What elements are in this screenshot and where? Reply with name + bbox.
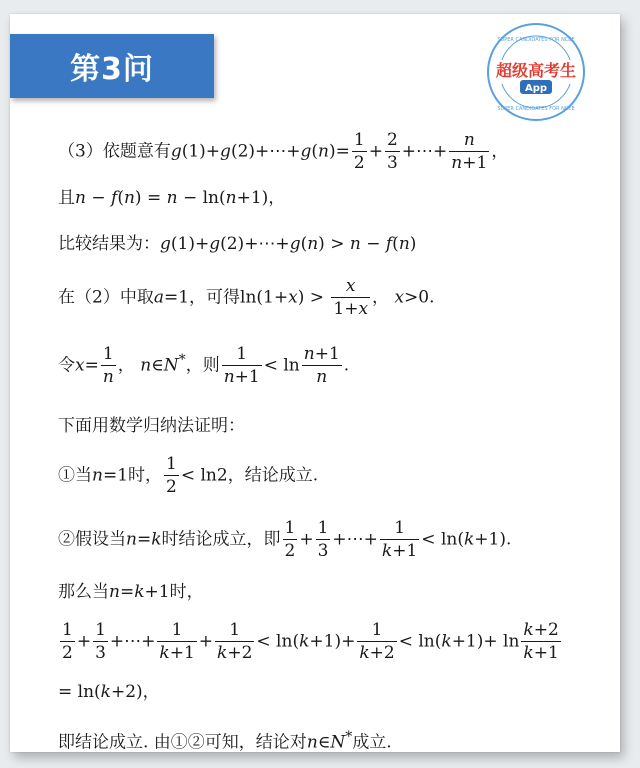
logo-ring-bottom: SUPER CANDIDATES FOR NCEE — [497, 106, 575, 112]
line-7: ①当n=1时， $\frac{1}{2}$ < ln2，结论成立. — [58, 454, 319, 497]
line-5: 令x= $\frac{1}{n}$ ， n∈N*，则 $\frac{1}{n+1}$ < ln $\frac{n+1}{n}$ . — [58, 344, 350, 387]
line-2: 且n − f(n) = n − ln(n+1)， — [58, 188, 286, 208]
line-9: 那么当n=k+1时， — [58, 582, 204, 602]
line-11: = ln(k+2)， — [58, 682, 160, 702]
logo-ring-top: SUPER CANDIDATES FOR NCEE — [497, 37, 575, 43]
line-6: 下面用数学归纳法证明： — [58, 416, 245, 436]
line-3: 比较结果为：g(1)+g(2)+⋯+g(n) > n − f(n) — [58, 234, 417, 254]
line-10: $\frac{1}{2}$ + $\frac{1}{3}$ +⋯+ $\frac{1}{k+1}$ + $\frac{1}{k+2}$ < ln(k+1)+ $\frac{1}{k+2}$ < ln(k+1)+ ln $\frac{k+2}{k+1}$ — [62, 620, 559, 663]
logo-brand-text: 超级高考生 — [495, 61, 577, 80]
super-candidate-logo-icon — [484, 20, 588, 124]
line-8: ②假设当n=k时结论成立，即 $\frac{1}{2}$ + $\frac{1}{3}$ +⋯+ $\frac{1}{k+1}$ < ln(k+1). — [58, 518, 512, 561]
section-title-tab: 第3问 — [10, 34, 214, 98]
logo-app-text: App — [524, 83, 548, 94]
line-12: 即结论成立. 由①②可知，结论对n∈N*成立. — [58, 729, 392, 752]
line-1: （3）依题意有g(1)+g(2)+⋯+g(n)= $\frac{1}{2}$ + $\frac{2}{3}$ +⋯+ $\frac{n}{n+1}$ ， — [58, 130, 509, 173]
answer-card — [10, 14, 620, 752]
line-4: 在（2）中取a=1，可得ln(1+x) > $\frac{x}{1+x}$ ， x>0. — [58, 276, 435, 319]
